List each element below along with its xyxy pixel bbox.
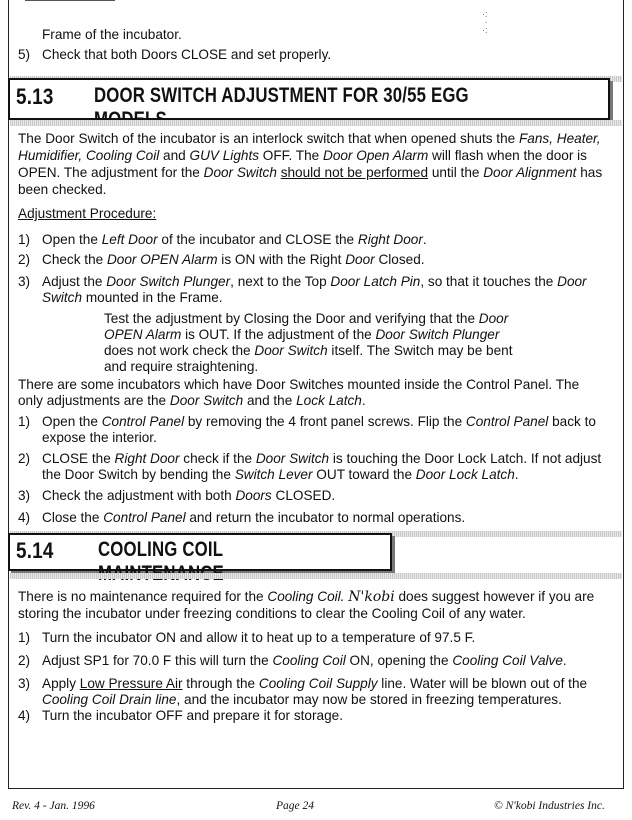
step2-2-line-2: the Door Switch by bending the Switch Lever OUT toward the Door Lock Latch. (42, 467, 519, 482)
cool-step-2-number: 2) (18, 653, 31, 668)
procedure-heading: Adjustment Procedure: (18, 206, 157, 221)
footer-page-number: Page 24 (276, 800, 315, 812)
note-line-2: OPEN Alarm is OUT. If the adjustment of the Door Switch Plunger (104, 327, 500, 342)
step2-1-line-2: expose the interior. (42, 430, 157, 445)
step2-2-number: 2) (18, 451, 31, 466)
note-line-3: does not work check the Door Switch itself. The Switch may be bent (104, 343, 513, 358)
footer-revision: Rev. 4 - Jan. 1996 (12, 800, 95, 812)
intro-513-line-3: OPEN. The adjustment for the Door Switch should not be performed until the Door Alignment has (18, 165, 603, 180)
step2-3-text: Check the adjustment with both Doors CLOSED. (42, 488, 336, 503)
intro-514-line-1: There is no maintenance required for the Cooling Coil. N'kobi does suggest however if you are (18, 589, 595, 605)
section-514-number: 5.14 (16, 538, 54, 563)
section-514-title: COOLING COIL (98, 538, 223, 561)
step2-2-line-1: CLOSE the Right Door check if the Door Switch is touching the Door Lock Latch. If not adjust (42, 451, 602, 466)
cool-step-1-number: 1) (18, 630, 31, 645)
para2-line-2: only adjustments are the Door Switch and the Lock Latch. (18, 393, 366, 408)
intro-514-line-2: storing the incubator under freezing conditions to clear the Cooling Coil of any water. (18, 606, 526, 621)
intro-513-line-2: Humidifier, Cooling Coil and GUV Lights OFF. The Door Open Alarm will flash when the door is (18, 148, 587, 163)
intro-513-line-4: been checked. (18, 182, 107, 197)
step-2-text: Check the Door OPEN Alarm is ON with the Right Door Closed. (42, 252, 425, 267)
cool-step-2-text: Adjust SP1 for 70.0 F this will turn the Cooling Coil ON, opening the Cooling Coil Valve. (42, 653, 567, 668)
cool-step-4-text: Turn the incubator OFF and prepare it for storage. (42, 708, 343, 723)
note-line-4: and require straightening. (104, 359, 259, 374)
section-514-header (8, 533, 392, 571)
nkobi-logo: N'kobi (348, 589, 395, 605)
cool-step-4-number: 4) (18, 708, 31, 723)
step-1-text: Open the Left Door of the incubator and CLOSE the Right Door. (42, 232, 427, 247)
cool-step-1-text: Turn the incubator ON and allow it to heat up to a temperature of 97.5 F. (42, 630, 476, 645)
step-3-text-line-1: Adjust the Door Switch Plunger, next to the Top Door Latch Pin, so that it touches the Door (42, 274, 587, 289)
step2-3-number: 3) (18, 488, 31, 503)
continuation-line: Frame of the incubator. (42, 27, 182, 42)
footer-copyright: © N'kobi Industries Inc. (494, 800, 605, 812)
step2-1-line-1: Open the Control Panel by removing the 4 front panel screws. Flip the Control Panel back to (42, 414, 596, 429)
cool-step-3-line-2: Cooling Coil Drain line, and the incubator may now be stored in freezing temperatures. (42, 692, 562, 707)
cool-step-3-number: 3) (18, 676, 31, 691)
step-3-number: 3) (18, 274, 31, 289)
cool-step-3-line-1: Apply Low Pressure Air through the Cooling Coil Supply line. Water will be blown out of the (42, 676, 588, 691)
section-513-band-bottom (10, 120, 622, 126)
section-513-title: DOOR SWITCH ADJUSTMENT FOR 30/55 EGG (94, 84, 469, 107)
step-3-text-line-2: Switch mounted in the Frame. (42, 290, 223, 305)
para2-line-1: There are some incubators which have Door Switches mounted inside the Control Panel. The (18, 377, 580, 392)
step-5-text: Check that both Doors CLOSE and set properly. (42, 47, 332, 62)
step2-1-number: 1) (18, 414, 31, 429)
step2-4-text: Close the Control Panel and return the incubator to normal operations. (42, 510, 466, 525)
step-1-number: 1) (18, 232, 31, 247)
step2-4-number: 4) (18, 510, 31, 525)
section-513-number: 5.13 (16, 84, 54, 109)
section-514-band-bottom (10, 573, 622, 579)
intro-513-line-1: The Door Switch of the incubator is an interlock switch that when opened shuts the Fans, Heater, (18, 131, 601, 146)
step-2-number: 2) (18, 252, 31, 267)
section-513-header (8, 78, 610, 120)
note-line-1: Test the adjustment by Closing the Door and verifying that the Door (104, 311, 509, 326)
scan-speck: ·: · ·: (482, 9, 488, 35)
step-5-number: 5) (18, 47, 31, 62)
